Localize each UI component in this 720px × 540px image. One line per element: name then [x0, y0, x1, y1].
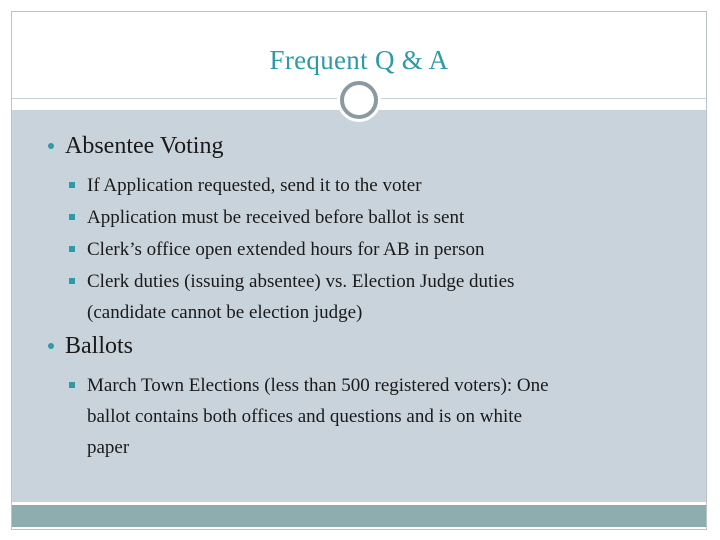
list-item: If Application requested, send it to the voter: [87, 175, 422, 196]
square-bullet-icon: [69, 382, 75, 388]
square-bullet-icon: [69, 246, 75, 252]
square-bullet-icon: [69, 278, 75, 284]
list-item: Application must be received before ballot is sent: [87, 207, 465, 228]
list-item-line: March Town Elections (less than 500 registered voters): One: [87, 375, 549, 396]
list-item-line: (candidate cannot be election judge): [87, 302, 363, 323]
list-item-line: ballot contains both offices and questions and is on white: [87, 406, 522, 427]
list-item: Clerk’s office open extended hours for AB in person: [87, 239, 485, 260]
list-item: [87, 370, 549, 463]
bullet-icon: [48, 143, 54, 149]
list-item-line: Clerk duties (issuing absentee) vs. Election Judge duties: [87, 271, 515, 292]
circle-ornament-icon: [335, 76, 383, 124]
square-bullet-icon: [69, 214, 75, 220]
list-item-line: paper: [87, 437, 130, 458]
square-bullet-icon: [69, 182, 75, 188]
section-heading-absentee: Absentee Voting: [65, 133, 224, 159]
bullet-icon: [48, 343, 54, 349]
section-heading-ballots: Ballots: [65, 333, 134, 359]
footer-bar: [12, 505, 706, 527]
list-item: [87, 266, 514, 328]
slide-title: Frequent Q & A: [269, 45, 449, 75]
